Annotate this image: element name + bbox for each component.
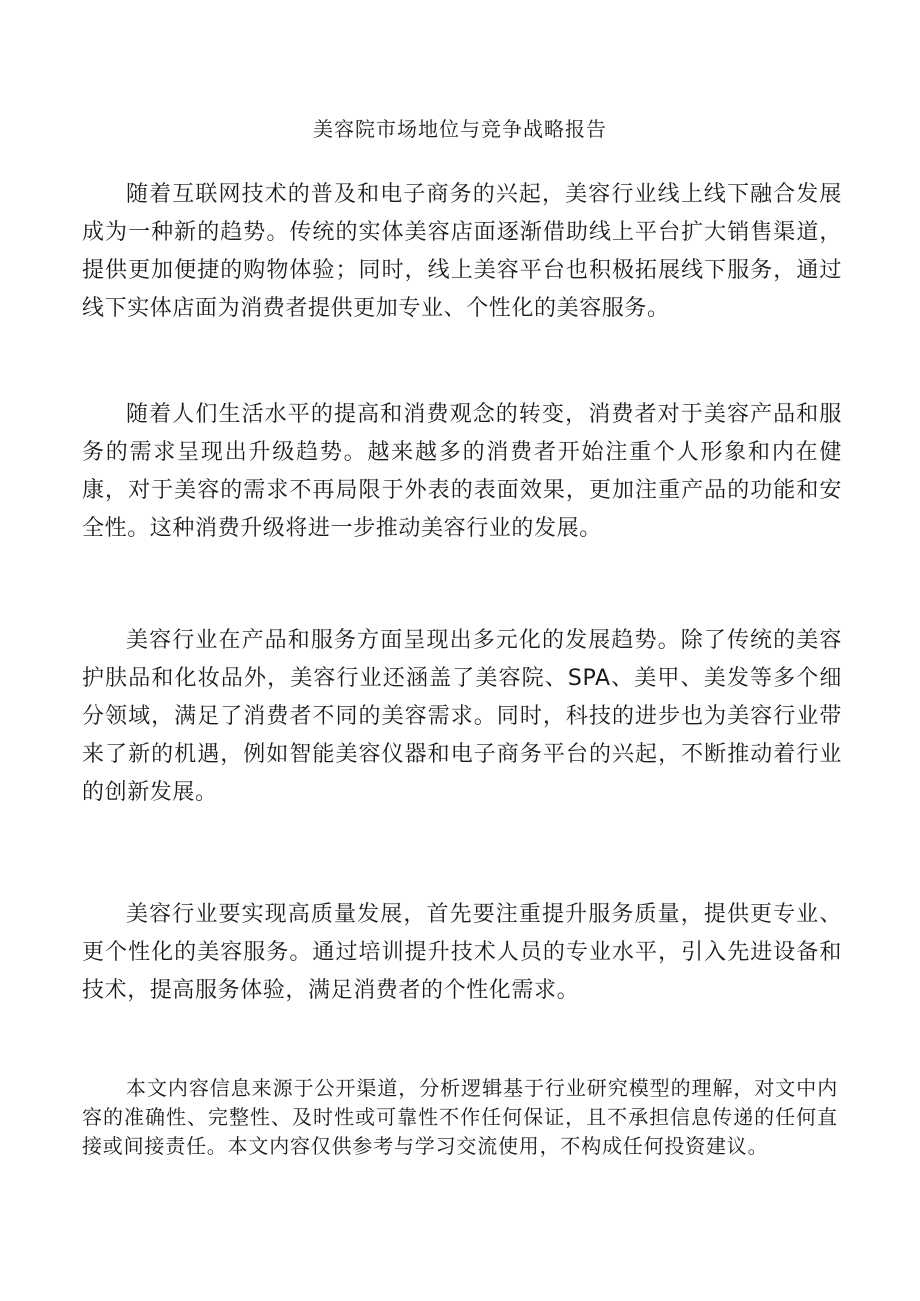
disclaimer-text: 本文内容信息来源于公开渠道，分析逻辑基于行业研究模型的理解，对文中内容的准确性、完整性、及时性或可靠性不作任何保证，且不承担信息传递的任何直接或间接责任。本文内容仅供参考与学习交流使用，不构成任何投资建议。 — [82, 1076, 838, 1158]
paragraph-online-offline: 随着互联网技术的普及和电子商务的兴起，美容行业线上线下融合发展成为一种新的趋势。传统的实体美容店面逐渐借助线上平台扩大销售渠道，提供更加便捷的购物体验；同时，线上美容平台也积极拓展线下服务，通过线下实体店面为消费者提供更加专业、个性化的美容服务。 — [82, 182, 842, 321]
paragraph-diversification: 美容行业在产品和服务方面呈现出多元化的发展趋势。除了传统的美容护肤品和化妆品外，美容行业还涵盖了美容院、SPA、美甲、美发等多个细分领域，满足了消费者不同的美容需求。同时，科技的进步也为美容行业带来了新的机遇，例如智能美容仪器和电子商务平台的兴起，不断推动着行业的创新发展。 — [82, 628, 842, 805]
paragraph-consumption-upgrade: 随着人们生活水平的提高和消费观念的转变，消费者对于美容产品和服务的需求呈现出升级趋势。越来越多的消费者开始注重个人形象和内在健康，对于美容的需求不再局限于外表的表面效果，更加注重产品的功能和安全性。这种消费升级将进一步推动美容行业的发展。 — [82, 402, 842, 541]
document-title: 美容院市场地位与竞争战略报告 — [313, 117, 607, 141]
paragraph-quality-development: 美容行业要实现高质量发展，首先要注重提升服务质量，提供更专业、更个性化的美容服务。通过培训提升技术人员的专业水平，引入先进设备和技术，提高服务体验，满足消费者的个性化需求。 — [82, 902, 842, 1003]
